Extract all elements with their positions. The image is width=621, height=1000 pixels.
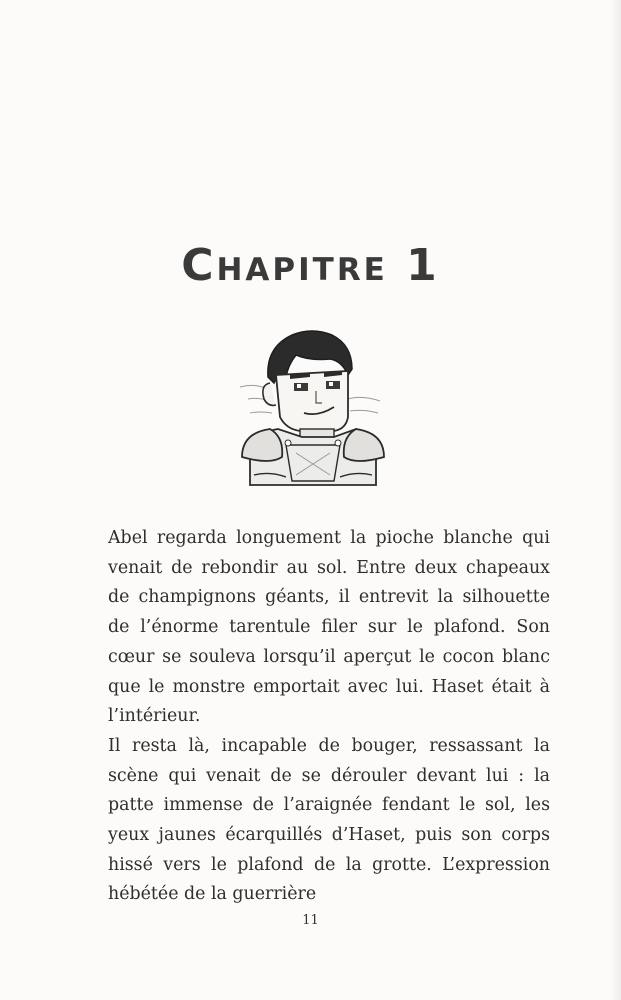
chapter-title: Chapitre 1 (181, 240, 440, 291)
paragraph-2: Il resta là, incapable de bouger, ressassant la scène qui venait de se dérouler devant lui : la patte immense de l’araignée fendant le sol, les yeux jaunes écarquillés d’Haset, puis son corps hissé vers le plafond de la grotte. L’expression hébétée de la guerrière (108, 735, 550, 905)
chapter-body (108, 524, 550, 910)
paragraph-1: Abel regarda longuement la pioche blanche qui venait de rebondir au sol. Entre deux chapeaux de champignons géants, il entrevit la silhouette de l’énorme tarentule filer sur le plafond. Son cœur se souleva lorsqu’il aperçut le cocon blanc que le monstre emportait avec lui. Haset était à l’intérieur. (108, 528, 550, 727)
page-edge-shadow (611, 0, 621, 1000)
page-number: 11 (302, 913, 319, 928)
knight-portrait-icon (230, 325, 390, 490)
